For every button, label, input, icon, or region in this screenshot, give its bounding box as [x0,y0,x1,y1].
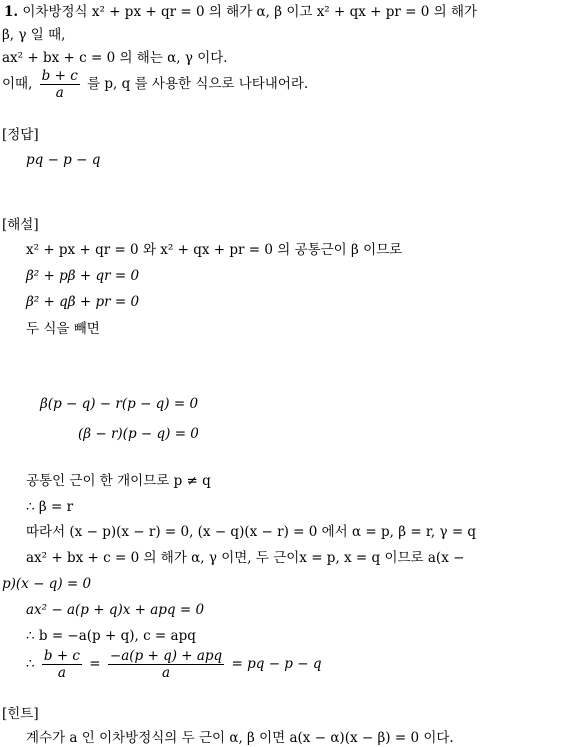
equals-sign: = [89,656,101,672]
solution-step-6: (β − r)(p − q) = 0 [78,426,199,442]
hint-text: 계수가 a 인 이차방정식의 두 근이 α, β 이면 a(x − α)(x − β) = 0 이다. [26,730,454,746]
solution-fraction-2 [108,648,224,681]
problem-line-2: β, γ 일 때, [2,27,66,43]
answer-heading: [정답] [2,127,39,143]
solution-step-2: β² + pβ + qr = 0 [26,268,140,284]
problem-fraction [40,68,80,101]
solution-heading: [해설] [2,217,39,233]
fraction-denominator: a [55,85,64,101]
solution-step-5: β(p − q) − r(p − q) = 0 [40,396,199,412]
answer-value: pq − p − q [26,152,101,168]
problem-line-4 [2,66,308,102]
fraction-2-denominator: a [162,665,171,681]
fraction-1-numerator: b + c [43,648,80,664]
fraction-2-numerator: −a(p + q) + apq [109,648,223,664]
hint-heading: [힌트] [2,706,39,722]
solution-step-7: 공통인 근이 한 개이므로 p ≠ q [26,473,211,489]
solution-step-4: 두 식을 빼면 [26,321,100,337]
solution-result: = pq − p − q [231,656,322,672]
problem-line-4-post: 를 p, q 를 사용한 식으로 나타내어라. [87,76,309,92]
therefore-symbol: ∴ [26,656,35,672]
problem-line-4-pre: 이때, [2,76,33,92]
solution-step-3: β² + qβ + pr = 0 [26,294,140,310]
problem-text-1: 이차방정식 x² + px + qr = 0 의 해가 α, β 이고 x² + qx + pr = 0 의 해가 [22,4,478,20]
solution-step-13: ∴ b = −a(p + q), c = apq [26,628,196,644]
solution-step-1: x² + px + qr = 0 와 x² + qx + pr = 0 의 공통근이 β 이므로 [26,242,403,258]
solution-step-10: ax² + bx + c = 0 의 해가 α, γ 이면, 두 근이x = p, x = q 이므로 a(x − [26,550,465,566]
fraction-numerator: b + c [41,68,78,84]
solution-step-8: ∴ β = r [26,499,74,515]
problem-number: 1. [4,4,19,20]
problem-line-1 [4,3,477,21]
solution-step-9: 따라서 (x − p)(x − r) = 0, (x − q)(x − r) = 0 에서 α = p, β = r, γ = q [26,524,477,540]
fraction-1-denominator: a [57,665,66,681]
problem-line-3: ax² + bx + c = 0 의 해는 α, γ 이다. [2,50,228,66]
solution-fraction-1 [42,648,82,681]
solution-step-11: p)(x − q) = 0 [2,576,92,592]
solution-step-12: ax² − a(p + q)x + apq = 0 [26,602,205,618]
solution-step-14 [26,640,321,688]
